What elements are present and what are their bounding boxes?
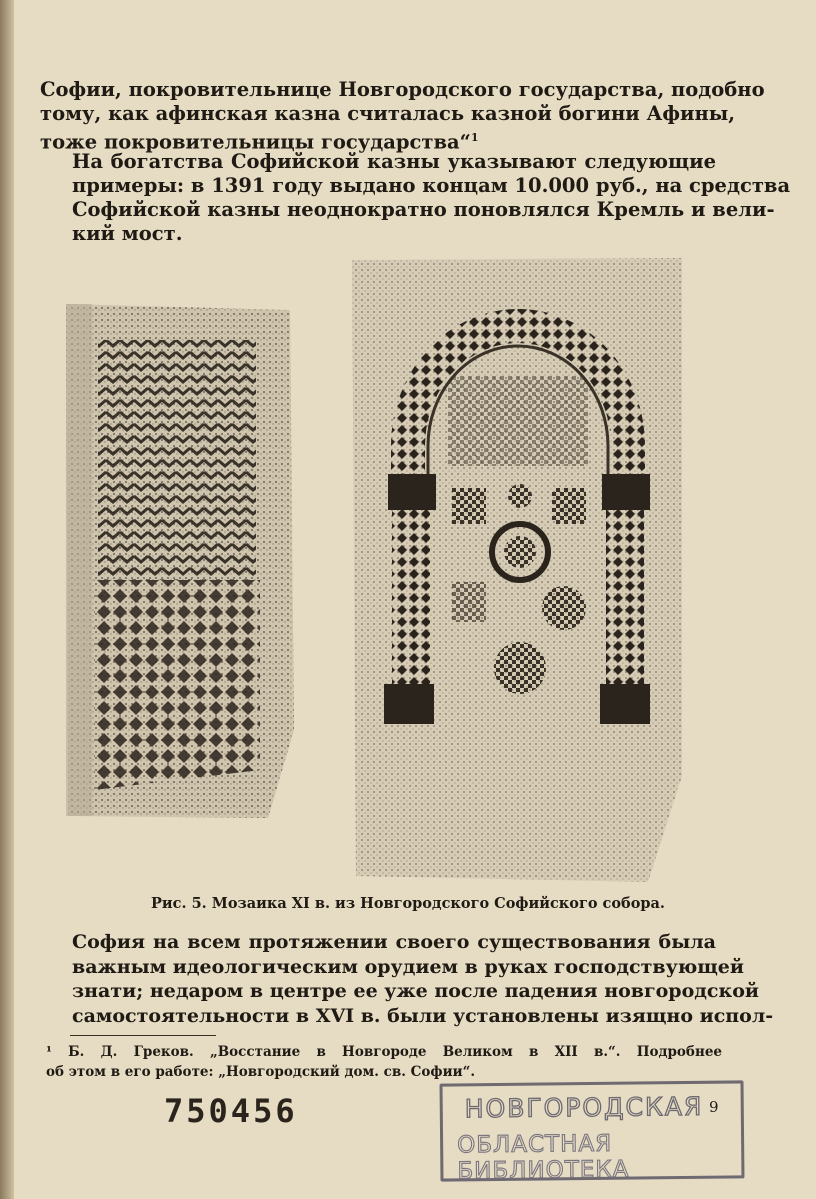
paragraph-2: [40, 150, 791, 246]
paragraph-3: [40, 930, 774, 1028]
text-line: тому, как афинская казна считалась казной богини Афины,: [40, 102, 736, 125]
text-line: София на всем протяжении своего существования была: [72, 931, 716, 953]
footnote-line: ¹ Б. Д. Греков. „Восстание в Новгороде Великом в XII в.“. Подробнее: [46, 1044, 722, 1060]
shelf-mark: 750456: [164, 1092, 298, 1130]
mosaic-fragment-left: [64, 300, 296, 820]
text-line: кий мост.: [72, 222, 183, 245]
library-stamp: [439, 1080, 744, 1185]
paragraph-1: [40, 78, 765, 155]
footnote-line: об этом в его работе: „Новгородский дом. св. Софии“.: [46, 1064, 476, 1080]
footnote-divider: [70, 1035, 216, 1036]
page-number: 9: [709, 1098, 719, 1116]
footnote-reference: 1: [470, 131, 479, 144]
text-line: Софии, покровительнице Новгородского государства, подобно: [40, 78, 765, 101]
text-line: На богатства Софийской казны указывают следующие: [72, 150, 716, 173]
figure-caption: Рис. 5. Мозаика XI в. из Новгородского Софийского собора.: [151, 895, 665, 912]
text-line-content: тоже покровительницы государства“: [40, 130, 471, 154]
mosaic-panel-right: [348, 256, 686, 884]
text-line: примеры: в 1391 году выдано концам 10.000 руб., на средства: [72, 174, 791, 197]
page-binding-edge: [0, 0, 14, 1199]
text-line: знати; недаром в центре ее уже после падения новгородской: [72, 980, 759, 1002]
text-line: важным идеологическим орудием в руках господствующей: [72, 955, 744, 978]
footnote: [46, 1042, 722, 1082]
stamp-line-1: НОВГОРОДСКАЯ: [464, 1091, 704, 1124]
text-line: самостоятельности в XVI в. были установлены изящно испол-: [72, 1004, 774, 1027]
text-line: Софийской казны неоднократно поновлялся Кремль и вели-: [72, 198, 775, 221]
stamp-line-2: ОБЛАСТНАЯ БИБЛИОТЕКА: [457, 1130, 630, 1185]
